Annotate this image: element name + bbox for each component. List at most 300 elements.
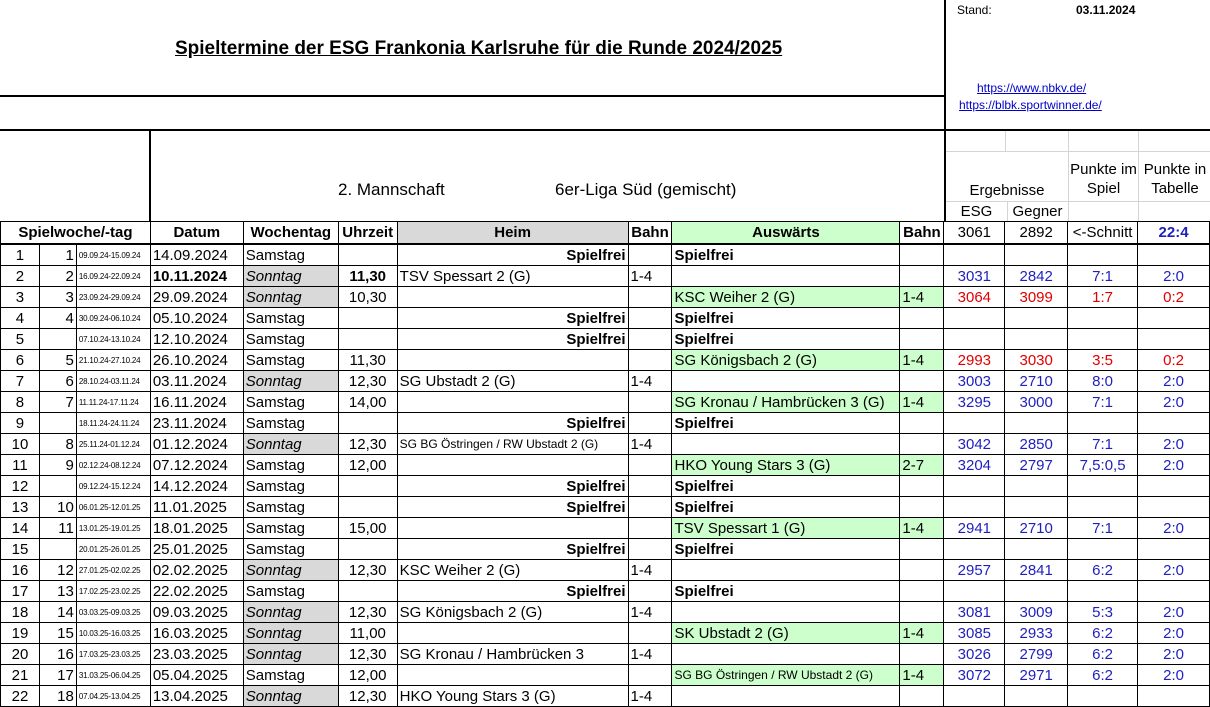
- table-row: [1, 476, 1210, 497]
- uhrzeit-cell: [338, 539, 397, 560]
- summary-esg: 3061: [944, 222, 1005, 245]
- bahn-heim-cell: 1-4: [628, 560, 672, 581]
- auswaerts-cell: SK Ubstadt 2 (G): [672, 623, 900, 644]
- esg-score: 3026: [944, 644, 1005, 665]
- auswaerts-cell: Spielfrei: [672, 476, 900, 497]
- wochentag-cell: Sonntag: [243, 644, 338, 665]
- bahn-auswaerts-cell: 2-7: [900, 455, 944, 476]
- row-number: 9: [1, 413, 40, 434]
- table-header-row: [1, 222, 1210, 245]
- woche-range: 09.12.24-15.12.24: [76, 476, 150, 497]
- summary-schnitt: <-Schnitt: [1068, 222, 1138, 245]
- uhrzeit-cell: 12,00: [338, 455, 397, 476]
- punkte-spiel: [1068, 308, 1138, 329]
- table-row: [1, 539, 1210, 560]
- punkte-tabelle: 2:0: [1138, 455, 1210, 476]
- auswaerts-cell: HKO Young Stars 3 (G): [672, 455, 900, 476]
- punkte-tabelle: 2:0: [1138, 560, 1210, 581]
- datum-cell: 16.11.2024: [150, 392, 243, 413]
- table-row: [1, 644, 1210, 665]
- gegner-score: 3099: [1005, 287, 1068, 308]
- punkte-tabelle: 2:0: [1138, 392, 1210, 413]
- woche-range: 13.01.25-19.01.25: [76, 518, 150, 539]
- link-nbkv[interactable]: https://www.nbkv.de/: [977, 81, 1087, 95]
- bahn-auswaerts-cell: [900, 329, 944, 350]
- col-heim: Heim: [397, 222, 628, 245]
- punkte-tabelle: 0:2: [1138, 350, 1210, 371]
- row-number: 3: [1, 287, 40, 308]
- auswaerts-cell: [672, 560, 900, 581]
- punkte-tabelle-header: Punkte in Tabelle: [1143, 161, 1207, 197]
- wochentag-cell: Samstag: [243, 413, 338, 434]
- table-row: [1, 287, 1210, 308]
- datum-cell: 23.11.2024: [150, 413, 243, 434]
- gridline: [1068, 131, 1069, 221]
- bahn-heim-cell: 1-4: [628, 434, 672, 455]
- uhrzeit-cell: [338, 497, 397, 518]
- woche-range: 07.10.24-13.10.24: [76, 329, 150, 350]
- bahn-heim-cell: [628, 413, 672, 434]
- spieltag: 2: [39, 266, 76, 287]
- woche-range: 10.03.25-16.03.25: [76, 623, 150, 644]
- punkte-spiel: [1068, 539, 1138, 560]
- punkte-spiel: 7,5:0,5: [1068, 455, 1138, 476]
- esg-score: 3204: [944, 455, 1005, 476]
- gegner-score: [1005, 308, 1068, 329]
- heim-cell: SG Ubstadt 2 (G): [397, 371, 628, 392]
- col-uhrzeit: Uhrzeit: [338, 222, 397, 245]
- row-number: 20: [1, 644, 40, 665]
- row-number: 6: [1, 350, 40, 371]
- bahn-auswaerts-cell: [900, 266, 944, 287]
- spieltag: 13: [39, 581, 76, 602]
- col-wochentag: Wochentag: [243, 222, 338, 245]
- col-bahn-auswaerts: Bahn: [900, 222, 944, 245]
- bahn-auswaerts-cell: [900, 560, 944, 581]
- wochentag-cell: Samstag: [243, 665, 338, 686]
- bahn-auswaerts-cell: [900, 434, 944, 455]
- wochentag-cell: Sonntag: [243, 560, 338, 581]
- punkte-spiel: [1068, 497, 1138, 518]
- esg-score: 3081: [944, 602, 1005, 623]
- ergebnisse-header: Ergebnisse: [969, 182, 1045, 199]
- punkte-spiel: 6:2: [1068, 665, 1138, 686]
- bahn-auswaerts-cell: [900, 602, 944, 623]
- wochentag-cell: Samstag: [243, 518, 338, 539]
- heim-cell: Spielfrei: [397, 581, 628, 602]
- table-row: [1, 560, 1210, 581]
- esg-score: [944, 329, 1005, 350]
- bahn-heim-cell: [628, 329, 672, 350]
- bahn-heim-cell: [628, 476, 672, 497]
- auswaerts-cell: SG Königsbach 2 (G): [672, 350, 900, 371]
- esg-score: [944, 581, 1005, 602]
- row-number: 5: [1, 329, 40, 350]
- wochentag-cell: Sonntag: [243, 623, 338, 644]
- bahn-auswaerts-cell: 1-4: [900, 623, 944, 644]
- uhrzeit-cell: 12,00: [338, 665, 397, 686]
- table-row: [1, 392, 1210, 413]
- woche-range: 17.03.25-23.03.25: [76, 644, 150, 665]
- punkte-spiel: 3:5: [1068, 350, 1138, 371]
- wochentag-cell: Sonntag: [243, 287, 338, 308]
- bahn-heim-cell: [628, 581, 672, 602]
- heim-cell: Spielfrei: [397, 497, 628, 518]
- spieltag: 17: [39, 665, 76, 686]
- page-title: Spieltermine der ESG Frankonia Karlsruhe für die Runde 2024/2025: [175, 38, 783, 59]
- gridline: [1005, 131, 1006, 151]
- header-left-divider: [149, 130, 151, 222]
- spieltag: 16: [39, 644, 76, 665]
- gegner-score: 2842: [1005, 266, 1068, 287]
- wochentag-cell: Samstag: [243, 392, 338, 413]
- uhrzeit-cell: 15,00: [338, 518, 397, 539]
- gegner-score: 2799: [1005, 644, 1068, 665]
- woche-range: 21.10.24-27.10.24: [76, 350, 150, 371]
- punkte-spiel: 6:2: [1068, 623, 1138, 644]
- gegner-score: 3000: [1005, 392, 1068, 413]
- wochentag-cell: Samstag: [243, 539, 338, 560]
- punkte-spiel: 7:1: [1068, 434, 1138, 455]
- punkte-tabelle: 2:0: [1138, 623, 1210, 644]
- bahn-auswaerts-cell: [900, 581, 944, 602]
- table-row: [1, 434, 1210, 455]
- spieltag: 11: [39, 518, 76, 539]
- wochentag-cell: Sonntag: [243, 266, 338, 287]
- woche-range: 20.01.25-26.01.25: [76, 539, 150, 560]
- woche-range: 27.01.25-02.02.25: [76, 560, 150, 581]
- woche-range: 31.03.25-06.04.25: [76, 665, 150, 686]
- bahn-heim-cell: [628, 244, 672, 266]
- auswaerts-cell: [672, 686, 900, 707]
- datum-cell: 14.12.2024: [150, 476, 243, 497]
- gegner-score: [1005, 413, 1068, 434]
- spieltag: 10: [39, 497, 76, 518]
- uhrzeit-cell: [338, 581, 397, 602]
- col-auswaerts: Auswärts: [672, 222, 900, 245]
- esg-score: 3085: [944, 623, 1005, 644]
- row-number: 12: [1, 476, 40, 497]
- heim-cell: SG Königsbach 2 (G): [397, 602, 628, 623]
- row-number: 21: [1, 665, 40, 686]
- punkte-spiel: [1068, 329, 1138, 350]
- gegner-score: [1005, 497, 1068, 518]
- header-top-border: [0, 129, 1210, 131]
- woche-range: 30.09.24-06.10.24: [76, 308, 150, 329]
- heim-cell: Spielfrei: [397, 539, 628, 560]
- auswaerts-cell: SG Kronau / Hambrücken 3 (G): [672, 392, 900, 413]
- bahn-heim-cell: [628, 539, 672, 560]
- wochentag-cell: Samstag: [243, 308, 338, 329]
- esg-score: 3064: [944, 287, 1005, 308]
- esg-score: 3295: [944, 392, 1005, 413]
- auswaerts-cell: [672, 371, 900, 392]
- uhrzeit-cell: 12,30: [338, 686, 397, 707]
- punkte-spiel: [1068, 686, 1138, 707]
- woche-range: 06.01.25-12.01.25: [76, 497, 150, 518]
- auswaerts-cell: [672, 602, 900, 623]
- punkte-tabelle: [1138, 476, 1210, 497]
- heim-cell: Spielfrei: [397, 244, 628, 266]
- row-number: 11: [1, 455, 40, 476]
- uhrzeit-cell: 12,30: [338, 644, 397, 665]
- row-number: 17: [1, 581, 40, 602]
- gegner-score: [1005, 244, 1068, 266]
- gegner-score: 2933: [1005, 623, 1068, 644]
- wochentag-cell: Sonntag: [243, 371, 338, 392]
- row-number: 2: [1, 266, 40, 287]
- datum-cell: 05.04.2025: [150, 665, 243, 686]
- row-number: 22: [1, 686, 40, 707]
- wochentag-cell: Sonntag: [243, 602, 338, 623]
- esg-score: [944, 539, 1005, 560]
- table-row: [1, 497, 1210, 518]
- league-label: 6er-Liga Süd (gemischt): [555, 180, 737, 199]
- table-row: [1, 623, 1210, 644]
- uhrzeit-cell: [338, 244, 397, 266]
- heim-cell: KSC Weiher 2 (G): [397, 560, 628, 581]
- spieltag: 15: [39, 623, 76, 644]
- punkte-tabelle: [1138, 244, 1210, 266]
- heim-cell: Spielfrei: [397, 476, 628, 497]
- header-right-divider: [944, 130, 946, 222]
- punkte-tabelle: 2:0: [1138, 434, 1210, 455]
- auswaerts-cell: [672, 434, 900, 455]
- stand-label: Stand:: [957, 3, 992, 17]
- datum-cell: 13.04.2025: [150, 686, 243, 707]
- table-row: [1, 518, 1210, 539]
- bahn-auswaerts-cell: [900, 644, 944, 665]
- table-row: [1, 244, 1210, 266]
- punkte-spiel: 8:0: [1068, 371, 1138, 392]
- wochentag-cell: Sonntag: [243, 686, 338, 707]
- gegner-score: 2850: [1005, 434, 1068, 455]
- woche-range: 18.11.24-24.11.24: [76, 413, 150, 434]
- gegner-score: 2710: [1005, 371, 1068, 392]
- datum-cell: 22.02.2025: [150, 581, 243, 602]
- row-number: 14: [1, 518, 40, 539]
- datum-cell: 23.03.2025: [150, 644, 243, 665]
- heim-cell: [397, 665, 628, 686]
- table-row: [1, 602, 1210, 623]
- uhrzeit-cell: 10,30: [338, 287, 397, 308]
- heim-cell: Spielfrei: [397, 413, 628, 434]
- auswaerts-cell: Spielfrei: [672, 413, 900, 434]
- auswaerts-cell: SG BG Östringen / RW Ubstadt 2 (G): [672, 665, 900, 686]
- spieltag: [39, 413, 76, 434]
- wochentag-cell: Sonntag: [243, 434, 338, 455]
- esg-score: [944, 686, 1005, 707]
- punkte-spiel: 6:2: [1068, 560, 1138, 581]
- bahn-heim-cell: [628, 497, 672, 518]
- woche-range: 17.02.25-23.02.25: [76, 581, 150, 602]
- uhrzeit-cell: [338, 476, 397, 497]
- esg-score: [944, 497, 1005, 518]
- spieltag: [39, 476, 76, 497]
- spieltag: [39, 539, 76, 560]
- datum-cell: 03.11.2024: [150, 371, 243, 392]
- datum-cell: 10.11.2024: [150, 266, 243, 287]
- bahn-heim-cell: 1-4: [628, 371, 672, 392]
- spieltag: 14: [39, 602, 76, 623]
- bahn-auswaerts-cell: 1-4: [900, 350, 944, 371]
- esg-score: 3042: [944, 434, 1005, 455]
- datum-cell: 01.12.2024: [150, 434, 243, 455]
- row-number: 8: [1, 392, 40, 413]
- punkte-tabelle: [1138, 539, 1210, 560]
- wochentag-cell: Samstag: [243, 497, 338, 518]
- auswaerts-cell: Spielfrei: [672, 308, 900, 329]
- bahn-auswaerts-cell: 1-4: [900, 392, 944, 413]
- row-number: 10: [1, 434, 40, 455]
- punkte-spiel: 1:7: [1068, 287, 1138, 308]
- uhrzeit-cell: 11,30: [338, 350, 397, 371]
- row-number: 16: [1, 560, 40, 581]
- auswaerts-cell: Spielfrei: [672, 497, 900, 518]
- bahn-heim-cell: [628, 392, 672, 413]
- woche-range: 07.04.25-13.04.25: [76, 686, 150, 707]
- wochentag-cell: Samstag: [243, 455, 338, 476]
- heim-cell: [397, 518, 628, 539]
- bahn-auswaerts-cell: [900, 413, 944, 434]
- uhrzeit-cell: 11,30: [338, 266, 397, 287]
- heim-cell: Spielfrei: [397, 308, 628, 329]
- woche-range: 11.11.24-17.11.24: [76, 392, 150, 413]
- esg-score: 2957: [944, 560, 1005, 581]
- auswaerts-cell: Spielfrei: [672, 244, 900, 266]
- wochentag-cell: Samstag: [243, 329, 338, 350]
- punkte-spiel: [1068, 581, 1138, 602]
- bahn-auswaerts-cell: [900, 308, 944, 329]
- schedule-table: [0, 221, 1210, 707]
- table-row: [1, 665, 1210, 686]
- bahn-heim-cell: 1-4: [628, 266, 672, 287]
- table-row: [1, 581, 1210, 602]
- col-spielwoche: Spielwoche/-tag: [1, 222, 151, 245]
- link-sportwinner[interactable]: https://blbk.sportwinner.de/: [959, 98, 1102, 112]
- woche-range: 28.10.24-03.11.24: [76, 371, 150, 392]
- table-row: [1, 266, 1210, 287]
- punkte-tabelle: 2:0: [1138, 266, 1210, 287]
- punkte-spiel: [1068, 244, 1138, 266]
- spieltag: 9: [39, 455, 76, 476]
- bahn-heim-cell: 1-4: [628, 602, 672, 623]
- punkte-spiel: [1068, 476, 1138, 497]
- woche-range: 02.12.24-08.12.24: [76, 455, 150, 476]
- esg-score: 3003: [944, 371, 1005, 392]
- uhrzeit-cell: 12,30: [338, 602, 397, 623]
- spieltag: 5: [39, 350, 76, 371]
- gegner-score: 2841: [1005, 560, 1068, 581]
- uhrzeit-cell: 12,30: [338, 560, 397, 581]
- row-number: 18: [1, 602, 40, 623]
- woche-range: 23.09.24-29.09.24: [76, 287, 150, 308]
- esg-score: 2941: [944, 518, 1005, 539]
- bahn-heim-cell: [628, 287, 672, 308]
- esg-score: [944, 476, 1005, 497]
- heim-cell: [397, 350, 628, 371]
- wochentag-cell: Samstag: [243, 581, 338, 602]
- row-number: 13: [1, 497, 40, 518]
- wochentag-cell: Samstag: [243, 476, 338, 497]
- team-label: 2. Mannschaft: [338, 180, 445, 199]
- punkte-tabelle: 2:0: [1138, 602, 1210, 623]
- bahn-auswaerts-cell: [900, 371, 944, 392]
- bahn-heim-cell: [628, 308, 672, 329]
- wochentag-cell: Samstag: [243, 350, 338, 371]
- col-datum: Datum: [150, 222, 243, 245]
- punkte-tabelle: [1138, 581, 1210, 602]
- bahn-auswaerts-cell: 1-4: [900, 518, 944, 539]
- gegner-header: Gegner: [1012, 203, 1063, 220]
- gegner-score: [1005, 686, 1068, 707]
- table-row: [1, 455, 1210, 476]
- punkte-spiel: 7:1: [1068, 518, 1138, 539]
- table-row: [1, 686, 1210, 707]
- bahn-auswaerts-cell: [900, 686, 944, 707]
- gegner-score: 3030: [1005, 350, 1068, 371]
- bahn-heim-cell: [628, 623, 672, 644]
- bahn-auswaerts-cell: 1-4: [900, 287, 944, 308]
- heim-cell: [397, 392, 628, 413]
- spieltag: 18: [39, 686, 76, 707]
- gegner-score: 2797: [1005, 455, 1068, 476]
- gegner-score: [1005, 539, 1068, 560]
- datum-cell: 02.02.2025: [150, 560, 243, 581]
- woche-range: 03.03.25-09.03.25: [76, 602, 150, 623]
- bahn-heim-cell: 1-4: [628, 686, 672, 707]
- bahn-auswaerts-cell: [900, 539, 944, 560]
- datum-cell: 25.01.2025: [150, 539, 243, 560]
- bahn-heim-cell: [628, 665, 672, 686]
- datum-cell: 12.10.2024: [150, 329, 243, 350]
- row-number: 4: [1, 308, 40, 329]
- gegner-score: 2710: [1005, 518, 1068, 539]
- esg-score: [944, 413, 1005, 434]
- col-bahn-heim: Bahn: [628, 222, 672, 245]
- uhrzeit-cell: 14,00: [338, 392, 397, 413]
- gegner-score: [1005, 476, 1068, 497]
- auswaerts-cell: Spielfrei: [672, 581, 900, 602]
- punkte-tabelle: 0:2: [1138, 287, 1210, 308]
- punkte-tabelle: [1138, 497, 1210, 518]
- bahn-heim-cell: [628, 518, 672, 539]
- esg-score: 3072: [944, 665, 1005, 686]
- row-number: 1: [1, 244, 40, 266]
- heim-cell: HKO Young Stars 3 (G): [397, 686, 628, 707]
- auswaerts-cell: [672, 644, 900, 665]
- table-row: [1, 413, 1210, 434]
- punkte-tabelle: [1138, 308, 1210, 329]
- woche-range: 25.11.24-01.12.24: [76, 434, 150, 455]
- auswaerts-cell: TSV Spessart 1 (G): [672, 518, 900, 539]
- esg-score: 3031: [944, 266, 1005, 287]
- heim-cell: TSV Spessart 2 (G): [397, 266, 628, 287]
- heim-cell: SG Kronau / Hambrücken 3: [397, 644, 628, 665]
- punkte-spiel: 7:1: [1068, 266, 1138, 287]
- bahn-auswaerts-cell: [900, 497, 944, 518]
- summary-tabelle: 22:4: [1138, 222, 1210, 245]
- auswaerts-cell: Spielfrei: [672, 329, 900, 350]
- punkte-tabelle: 2:0: [1138, 644, 1210, 665]
- esg-score: [944, 244, 1005, 266]
- uhrzeit-cell: [338, 308, 397, 329]
- datum-cell: 14.09.2024: [150, 244, 243, 266]
- table-row: [1, 329, 1210, 350]
- heim-cell: [397, 455, 628, 476]
- spieltag: 12: [39, 560, 76, 581]
- punkte-spiel: 7:1: [1068, 392, 1138, 413]
